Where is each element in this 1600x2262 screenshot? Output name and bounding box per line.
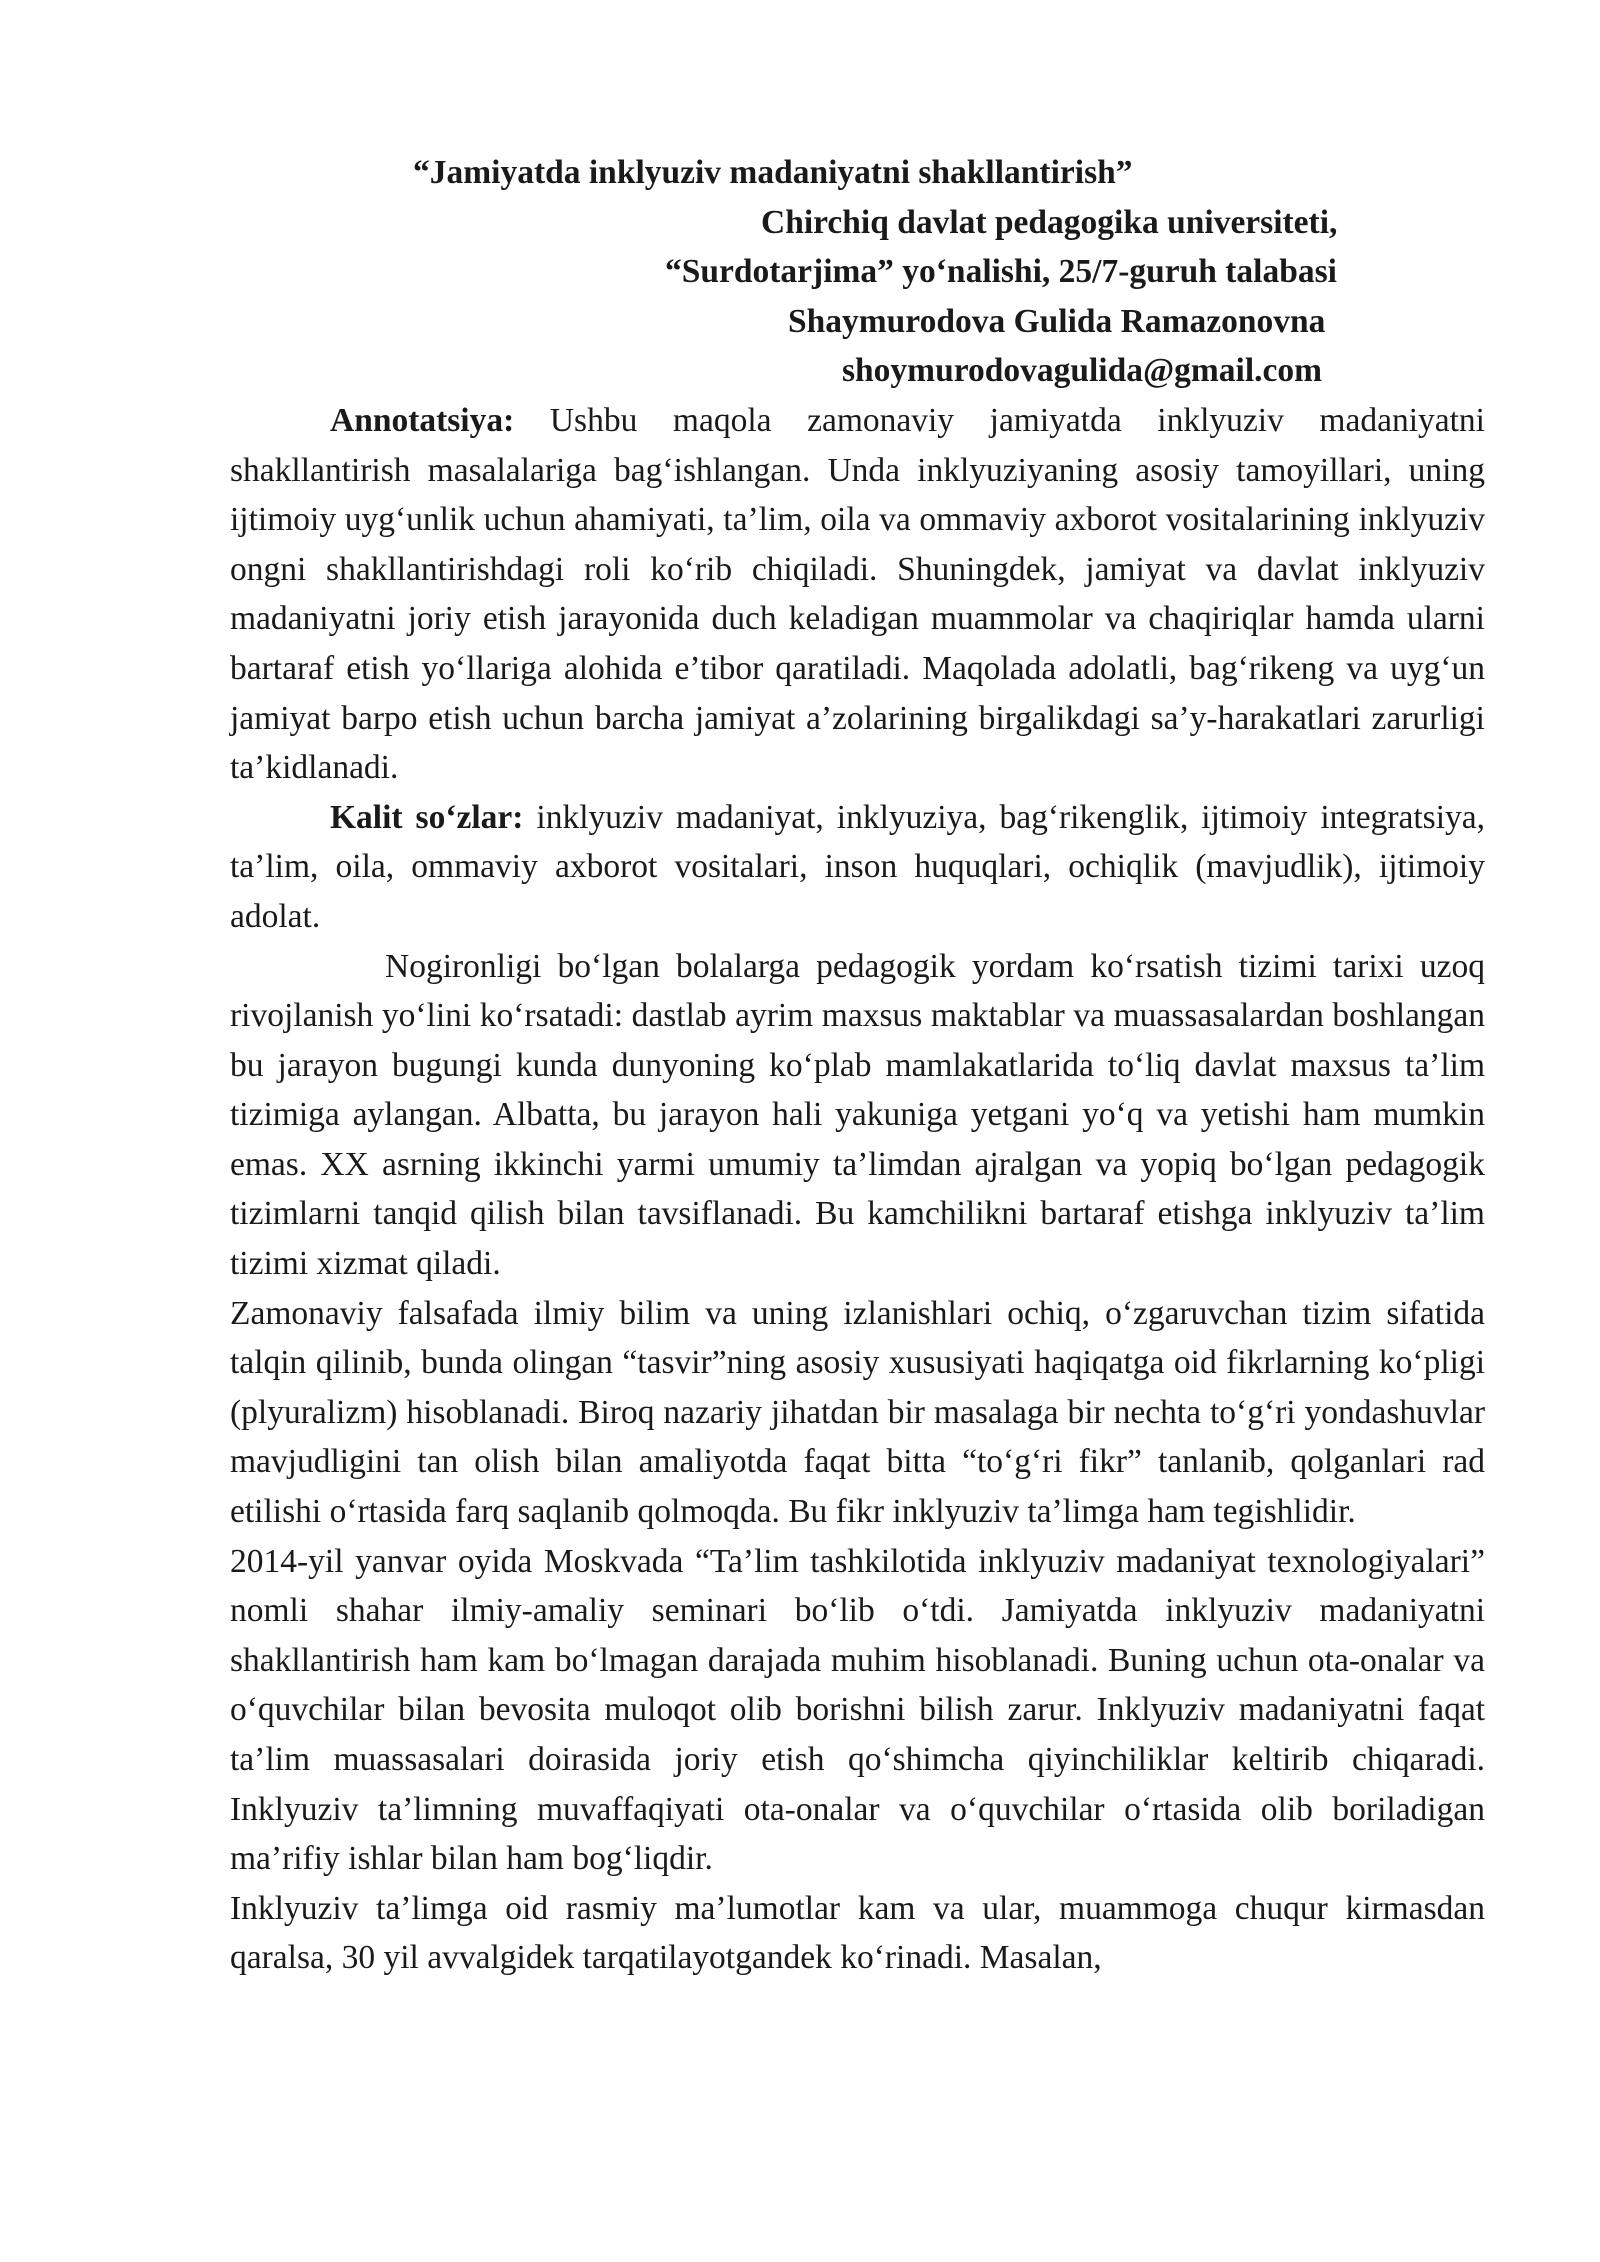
article-header [230,148,1485,396]
article-title: “Jamiyatda inklyuziv madaniyatni shakllantirish” [413,154,1133,191]
document-page [230,148,1485,1983]
body-paragraph-2: Zamonaviy falsafada ilmiy bilim va uning izlanishlari ochiq, o‘zgaruvchan tizim sifatida talqin qilinib, bunda olingan “tasvir”ning asosiy xususiyati haqiqatga oid fikrlarning ko‘pligi (plyuralizm) hisoblanadi. Biroq nazariy jihatdan bir masalaga bir nechta to‘g‘ri yondashuvlar mavjudligini tan olish bilan amaliyotda faqat bitta “to‘g‘ri fikr” tanlanib, qolganlari rad etilishi o‘rtasida farq saqlanib qolmoqda. Bu fikr inklyuziv ta’limga ham tegishlidir. [230,1294,1485,1531]
abstract-text: Ushbu maqola zamonaviy jamiyatda inklyuziv madaniyatni shakllantirish masalalariga bag‘ishlangan. Unda inklyuziyaning asosiy tamoyillari, uning ijtimoiy uyg‘unlik uchun ahamiyati, ta’lim, oila va ommaviy axborot vositalarining inklyuziv ongni shakllantirishdagi roli ko‘rib chiqiladi. Shuningdek, jamiyat va davlat inklyuziv madaniyatni joriy etish jarayonida duch keladigan muammolar va chaqiriqlar hamda ularni bartaraf etish yo‘llariga alohida e’tibor qaratiladi. Maqolada adolatli, bag‘rikeng va uyg‘un jamiyat barpo etish uchun barcha jamiyat a’zolarining birgalikdagi sa’y-harakatlari zarurligi ta’kidlanadi. [230,401,1485,787]
keywords-paragraph [230,793,1485,942]
author-email: shoymurodovagulida@gmail.com [842,352,1323,390]
keywords-text: inklyuziv madaniyat, inklyuziya, bag‘rikenglik, ijtimoiy integratsiya, ta’lim, oila, ommaviy axborot vositalari, inson huquqlari, ochiqlik (mavjudlik), ijtimoiy adolat. [230,798,1486,935]
abstract-label: Annotatsiya: [330,401,515,439]
body-paragraph-1: Nogironligi bo‘lgan bolalarga pedagogik yordam ko‘rsatish tizimi tarixi uzoq rivojlanish yo‘lini ko‘rsatadi: dastlab ayrim maxsus maktablar va muassasalardan boshlangan bu jarayon bugungi kunda dunyoning ko‘plab mamlakatlarida to‘liq davlat maxsus ta’lim tizimiga aylangan. Albatta, bu jarayon hali yakuniga yetgani yo‘q va yetishi ham mumkin emas. XX asrning ikkinchi yarmi umumiy ta’limdan ajralgan va yopiq bo‘lgan pedagogik tizimlarni tanqid qilish bilan tavsiflanadi. Bu kamchilikni bartaraf etishga inklyuziv ta’lim tizimi xizmat qiladi. [230,947,1485,1283]
university-affiliation: Chirchiq davlat pedagogika universiteti, [761,203,1338,241]
body-paragraph-3: 2014-yil yanvar oyida Moskvada “Ta’lim tashkilotida inklyuziv madaniyat texnologiyalari” nomli shahar ilmiy-amaliy seminari bo‘lib o‘tdi. Jamiyatda inklyuziv madaniyatni shakllantirish ham kam bo‘lmagan darajada muhim hisoblanadi. Buning uchun ota-onalar va o‘quvchilar bilan bevosita muloqot olib borishni bilish zarur. Inklyuziv madaniyatni faqat ta’lim muassasalari doirasida joriy etish qo‘shimcha qiyinchiliklar keltirib chiqaradi. Inklyuziv ta’limning muvaffaqiyati ota-onalar va o‘quvchilar o‘rtasida olib boriladigan ma’rifiy ishlar bilan ham bog‘liqdir. [230,1542,1485,1878]
keywords-label: Kalit so‘zlar: [330,798,524,836]
abstract-paragraph [230,396,1485,793]
program-affiliation: “Surdotarjima” yo‘nalishi, 25/7-guruh talabasi [665,253,1337,291]
author-name: Shaymurodova Gulida Ramazonovna [788,302,1326,340]
body-paragraph-4: Inklyuziv ta’limga oid rasmiy ma’lumotlar kam va ular, muammoga chuqur kirmasdan qaralsa, 30 yil avvalgidek tarqatilayotgandek ko‘rinadi. Masalan, [230,1889,1485,1977]
